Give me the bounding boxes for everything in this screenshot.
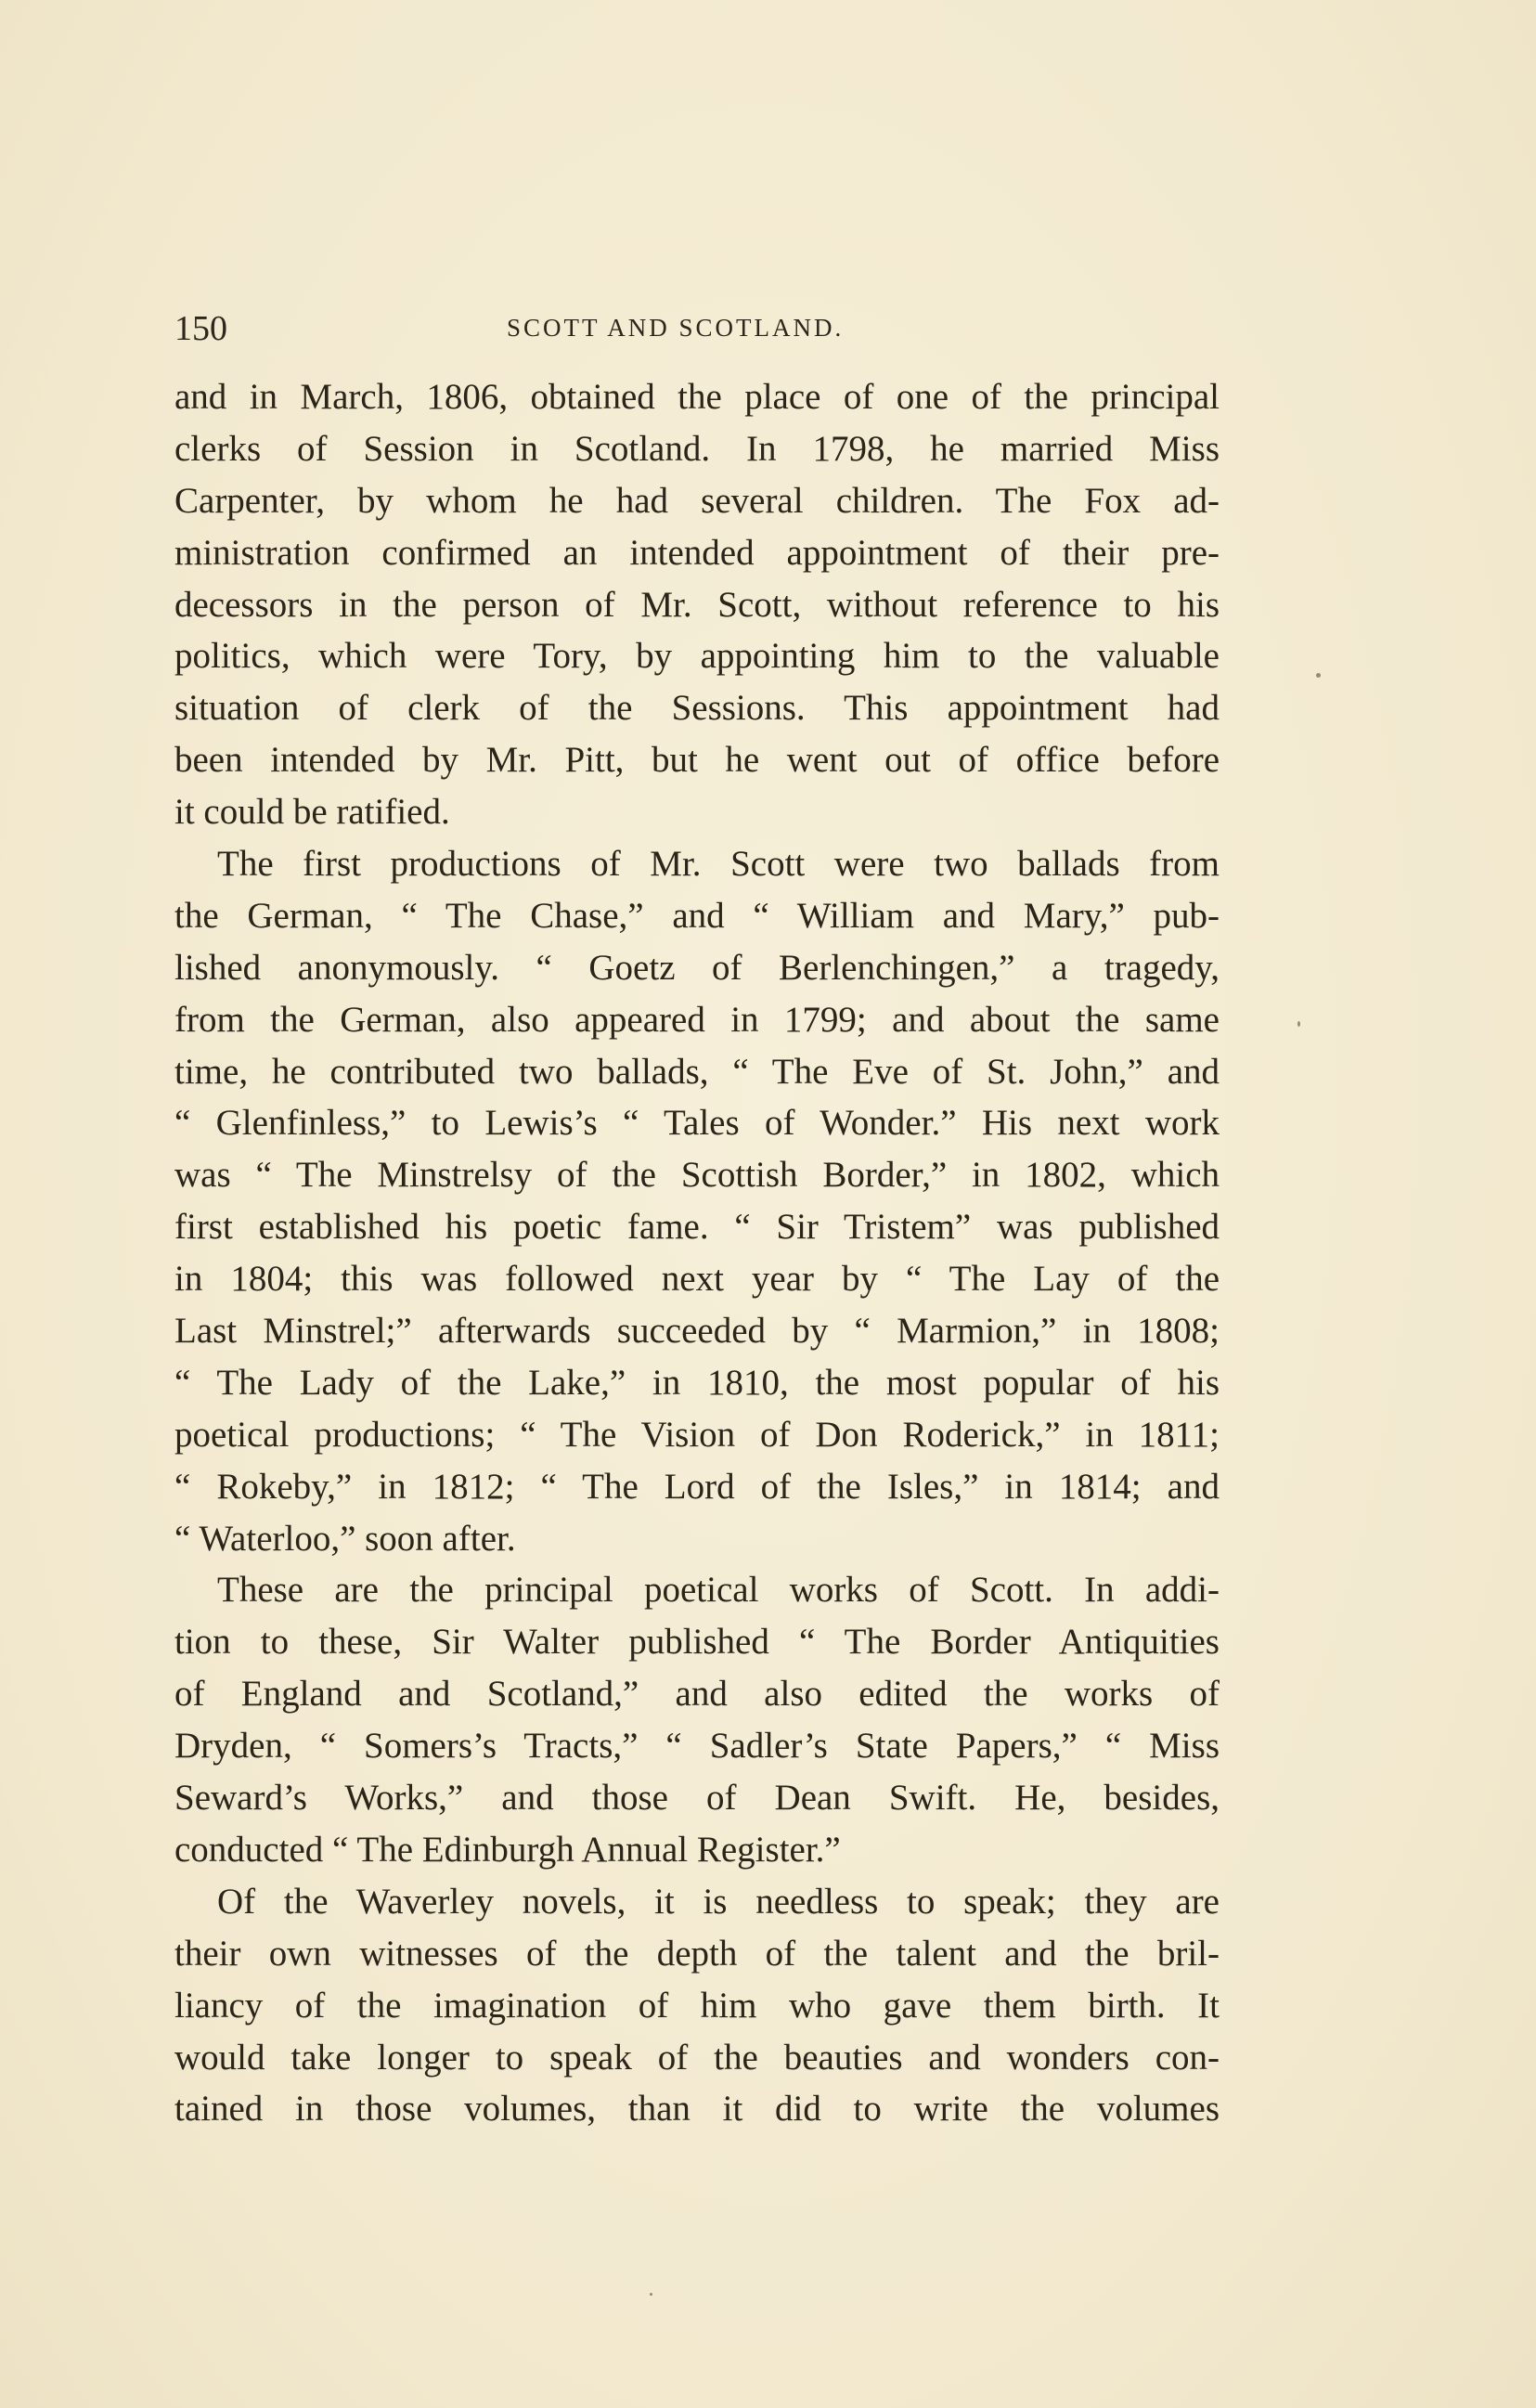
text-line: clerks of Session in Scotland. In 1798, he married Miss [174,428,1220,469]
text-line: The first productions of Mr. Scott were two ballads from [217,844,1220,885]
text-line: liancy of the imagination of him who gave them birth. It [174,1985,1220,2026]
text-line: it could be ratified. [174,792,450,833]
text-line: would take longer to speak of the beauties and wonders con- [174,2037,1220,2078]
text-line: from the German, also appeared in 1799; and about the same [174,999,1220,1040]
paper-speck [1297,1021,1300,1027]
text-line: lished anonymously. “ Goetz of Berlenchingen,” a tragedy, [174,947,1220,988]
page-number: 150 [174,309,227,348]
text-line: poetical productions; “ The Vision of Don Roderick,” in 1811; [174,1414,1220,1455]
text-line: conducted “ The Edinburgh Annual Register.” [174,1829,841,1870]
text-line: tion to these, Sir Walter published “ The Border Antiquities [174,1622,1220,1663]
text-line: These are the principal poetical works of Scott. In addi- [217,1570,1220,1611]
text-line: Seward’s Works,” and those of Dean Swift. He, besides, [174,1778,1220,1819]
text-line: the German, “ The Chase,” and “ William and Mary,” pub- [174,895,1220,936]
text-line: time, he contributed two ballads, “ The Eve of St. John,” and [174,1051,1220,1092]
body-text [174,371,1220,2135]
text-line: Of the Waverley novels, it is needless to speak; they are [217,1881,1220,1922]
running-title: SCOTT AND SCOTLAND. [507,314,845,342]
text-line: their own witnesses of the depth of the talent and the bril- [174,1933,1220,1974]
page-header [174,308,1214,355]
text-line: “ Glenfinless,” to Lewis’s “ Tales of Wonder.” His next work [174,1103,1220,1144]
text-line: politics, which were Tory, by appointing him to the valuable [174,636,1220,677]
text-line: situation of clerk of the Sessions. This appointment had [174,688,1220,729]
text-line: in 1804; this was followed next year by “ The Lay of the [174,1259,1220,1300]
text-line: ministration confirmed an intended appointment of their pre- [174,532,1220,573]
text-line: Carpenter, by whom he had several children. The Fox ad- [174,480,1220,521]
paper-speck [1316,673,1321,678]
text-line: “ Waterloo,” soon after. [174,1518,516,1559]
text-line: tained in those volumes, than it did to write the volumes [174,2089,1220,2130]
text-line: “ The Lady of the Lake,” in 1810, the most popular of his [174,1362,1220,1403]
text-line: first established his poetic fame. “ Sir Tristem” was published [174,1207,1220,1248]
text-line: of England and Scotland,” and also edited the works of [174,1674,1220,1715]
text-line: been intended by Mr. Pitt, but he went out of office before [174,740,1220,781]
text-line: and in March, 1806, obtained the place of one of the principal [174,377,1220,417]
text-line: “ Rokeby,” in 1812; “ The Lord of the Isles,” in 1814; and [174,1466,1220,1507]
paper-speck [650,2293,652,2296]
text-line: Dryden, “ Somers’s Tracts,” “ Sadler’s State Papers,” “ Miss [174,1726,1220,1767]
text-line: Last Minstrel;” afterwards succeeded by “ Marmion,” in 1808; [174,1311,1220,1352]
text-line: was “ The Minstrelsy of the Scottish Border,” in 1802, which [174,1155,1220,1196]
text-line: decessors in the person of Mr. Scott, without reference to his [174,584,1220,625]
